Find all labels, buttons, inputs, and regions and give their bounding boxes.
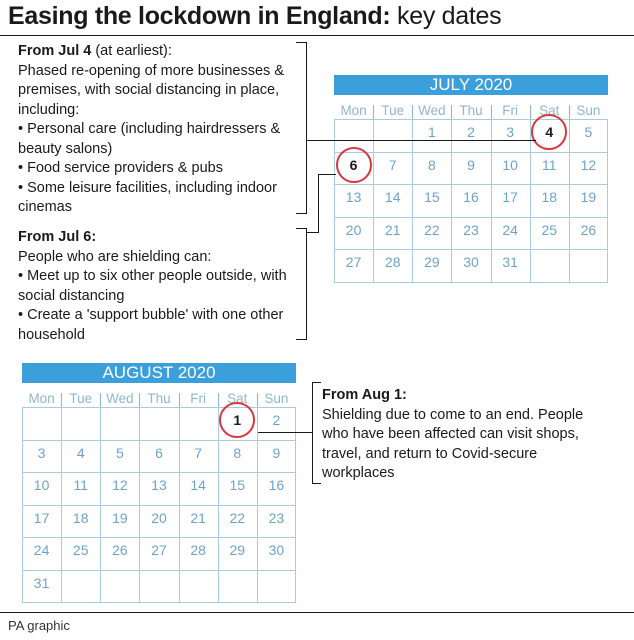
note-jul6-line: social distancing bbox=[18, 287, 125, 304]
calendar-august-day: 21 bbox=[190, 509, 206, 526]
connector-jul4 bbox=[306, 140, 536, 141]
calendar-august-day: 23 bbox=[268, 509, 285, 526]
calendar-august-grid-line bbox=[61, 407, 62, 602]
calendar-august-grid-line bbox=[100, 407, 101, 602]
calendar-july-day: 6 bbox=[349, 156, 358, 173]
calendar-august-day: 8 bbox=[233, 444, 242, 461]
calendar-july-weekday-fri: Fri bbox=[502, 103, 518, 118]
calendar-july-day: 25 bbox=[541, 221, 558, 238]
calendar-august-weekday-separator bbox=[100, 393, 101, 407]
bracket-aug1 bbox=[312, 382, 321, 484]
connector-jul6-horizontal bbox=[318, 174, 336, 175]
note-aug1 bbox=[322, 386, 583, 484]
calendar-august-weekday-sat: Sat bbox=[227, 391, 248, 406]
calendar-july-day: 8 bbox=[427, 156, 436, 173]
calendar-august-day: 15 bbox=[229, 477, 246, 493]
calendar-july-weekday-separator bbox=[373, 105, 374, 119]
calendar-august-grid-line bbox=[218, 407, 219, 602]
calendar-august-day: 4 bbox=[76, 444, 85, 461]
calendar-august bbox=[22, 363, 296, 603]
calendar-august-weekday-separator bbox=[139, 393, 140, 407]
calendar-august-day: 6 bbox=[155, 444, 163, 461]
calendar-july-weekday-thu: Thu bbox=[459, 103, 483, 118]
calendar-july-day: 13 bbox=[345, 189, 362, 205]
calendar-august-day: 16 bbox=[268, 477, 285, 493]
calendar-august-day: 28 bbox=[190, 542, 206, 558]
calendar-july-day: 9 bbox=[467, 156, 475, 173]
calendar-august-day: 1 bbox=[233, 412, 242, 428]
note-jul6 bbox=[18, 228, 287, 345]
note-aug1-head: From Aug 1: bbox=[322, 387, 407, 403]
calendar-july-weekday-separator bbox=[491, 105, 492, 119]
calendar-august-weekday-tue: Tue bbox=[69, 391, 93, 406]
calendar-august-weekday-separator bbox=[257, 393, 258, 407]
calendar-august-day: 30 bbox=[268, 542, 285, 558]
calendar-august-highlight-circle bbox=[219, 402, 255, 438]
bracket-jul4 bbox=[296, 42, 307, 214]
calendar-july-day: 4 bbox=[545, 124, 554, 140]
note-jul6-head: From Jul 6: bbox=[18, 229, 97, 245]
note-aug1-line: workplaces bbox=[322, 465, 395, 481]
calendar-august-grid-line bbox=[179, 407, 180, 602]
calendar-july-grid-line bbox=[334, 152, 608, 153]
note-jul6-line: People who are shielding can: bbox=[18, 248, 212, 265]
calendar-august-weekday-separator bbox=[218, 393, 219, 407]
calendar-july-day: 26 bbox=[580, 221, 597, 238]
calendar-july-day: 11 bbox=[542, 156, 557, 173]
calendar-august-day: 19 bbox=[112, 509, 128, 526]
calendar-august-weekday-thu: Thu bbox=[147, 391, 171, 406]
calendar-august-grid-line bbox=[22, 440, 296, 441]
calendar-july-day: 21 bbox=[384, 221, 401, 238]
calendar-july-weekday-separator bbox=[451, 105, 452, 119]
calendar-july-grid-line bbox=[334, 249, 608, 250]
calendar-july-highlight-circle bbox=[336, 147, 372, 183]
calendar-august-day: 12 bbox=[112, 477, 128, 493]
calendar-july-day: 16 bbox=[463, 189, 479, 205]
calendar-august-weekday-sun: Sun bbox=[264, 391, 289, 406]
calendar-august-grid-line bbox=[295, 407, 296, 602]
calendar-august-day: 25 bbox=[72, 542, 89, 558]
title-rest: key dates bbox=[390, 2, 502, 30]
calendar-august-day: 24 bbox=[33, 542, 50, 558]
calendar-august-day: 10 bbox=[33, 477, 50, 493]
calendar-july-weekday-mon: Mon bbox=[340, 103, 367, 118]
page-title bbox=[8, 2, 501, 31]
calendar-august-grid-line bbox=[257, 407, 258, 602]
calendar-july-title: JULY 2020 bbox=[334, 75, 608, 95]
note-jul4-line: cinemas bbox=[18, 199, 72, 215]
calendar-july-day: 28 bbox=[384, 254, 401, 270]
note-jul6-line: • Meet up to six other people outside, with bbox=[18, 268, 287, 284]
connector-jul6-bracket bbox=[306, 232, 319, 233]
connector-jul6-vertical bbox=[318, 174, 319, 232]
note-jul4-line: premises, with social distancing in place, bbox=[18, 82, 280, 98]
footer-divider bbox=[0, 612, 634, 613]
calendar-july-day: 23 bbox=[463, 221, 479, 238]
calendar-august-day: 31 bbox=[33, 574, 50, 591]
note-jul6-line: household bbox=[18, 326, 85, 343]
calendar-august-title: AUGUST 2020 bbox=[22, 363, 296, 383]
calendar-august-day: 9 bbox=[272, 444, 281, 461]
calendar-july-weekday-wed: Wed bbox=[418, 103, 446, 118]
credit: PA graphic bbox=[8, 618, 70, 633]
calendar-august-grid-line bbox=[22, 472, 296, 473]
connector-aug1 bbox=[258, 432, 312, 433]
calendar-july-day: 17 bbox=[502, 189, 518, 205]
calendar-august-grid-line bbox=[22, 407, 296, 408]
calendar-july-grid-line bbox=[334, 282, 608, 283]
calendar-august-grid-line bbox=[139, 407, 140, 602]
calendar-july-grid-line bbox=[334, 184, 608, 185]
calendar-july-day: 20 bbox=[345, 221, 362, 238]
bracket-jul6 bbox=[296, 228, 307, 340]
calendar-august-day: 13 bbox=[151, 477, 167, 493]
calendar-august-day: 22 bbox=[229, 509, 246, 526]
calendar-july-day: 2 bbox=[467, 124, 475, 140]
calendar-july-day: 19 bbox=[580, 189, 597, 205]
calendar-july-day: 14 bbox=[384, 189, 401, 205]
calendar-july-highlight-circle bbox=[531, 114, 567, 150]
calendar-august-weekday-fri: Fri bbox=[190, 391, 206, 406]
note-aug1-line: Shielding due to come to an end. People bbox=[322, 406, 584, 423]
calendar-july-weekday-separator bbox=[569, 105, 570, 119]
calendar-august-weekday-wed: Wed bbox=[106, 391, 134, 406]
note-jul4-line: • Personal care (including hairdressers & bbox=[18, 121, 281, 137]
calendar-august-day: 7 bbox=[194, 444, 203, 461]
calendar-july-weekday-sun: Sun bbox=[576, 103, 601, 118]
note-jul4-line: • Some leisure facilities, including indoor bbox=[18, 179, 277, 196]
calendar-july-weekday-tue: Tue bbox=[381, 103, 405, 118]
calendar-august-day: 11 bbox=[73, 477, 88, 493]
note-jul4-line: Phased re-opening of more businesses & bbox=[18, 62, 284, 79]
calendar-july-grid-line bbox=[334, 217, 608, 218]
calendar-july-grid-line bbox=[334, 119, 608, 120]
calendar-august-day: 29 bbox=[229, 542, 246, 558]
calendar-july-day: 27 bbox=[345, 254, 362, 270]
calendar-august-day: 3 bbox=[37, 444, 46, 461]
title-bold: Easing the lockdown in England: bbox=[8, 2, 391, 30]
calendar-july-day: 30 bbox=[463, 254, 479, 270]
note-jul4-line: including: bbox=[18, 101, 80, 118]
note-jul4-head: From Jul 4 bbox=[18, 43, 92, 59]
calendar-july-day: 15 bbox=[424, 189, 440, 205]
calendar-august-day: 17 bbox=[33, 509, 50, 526]
calendar-july bbox=[334, 75, 608, 279]
note-jul4-line: beauty salons) bbox=[18, 140, 113, 157]
calendar-august-weekday-separator bbox=[179, 393, 180, 407]
calendar-july-day: 1 bbox=[427, 124, 436, 140]
title-divider bbox=[0, 35, 634, 36]
calendar-july-day: 3 bbox=[506, 124, 515, 140]
calendar-july-day: 22 bbox=[424, 221, 440, 238]
calendar-august-grid-line bbox=[22, 570, 296, 571]
calendar-july-day: 29 bbox=[424, 254, 440, 270]
calendar-august-day: 27 bbox=[151, 542, 167, 558]
calendar-july-day: 7 bbox=[388, 156, 397, 173]
calendar-august-weekday-mon: Mon bbox=[28, 391, 55, 406]
calendar-august-grid-line bbox=[22, 407, 23, 602]
calendar-august-grid-line bbox=[22, 537, 296, 538]
calendar-july-day: 31 bbox=[502, 254, 518, 270]
calendar-august-day: 18 bbox=[72, 509, 89, 526]
calendar-july-weekday-separator bbox=[530, 105, 531, 119]
note-jul4-line: • Food service providers & pubs bbox=[18, 160, 223, 176]
calendar-august-day: 5 bbox=[115, 444, 124, 461]
calendar-august-grid-line bbox=[22, 602, 296, 603]
calendar-august-day: 2 bbox=[272, 412, 281, 428]
calendar-august-day: 26 bbox=[112, 542, 128, 558]
note-jul4-head-rest: (at earliest): bbox=[91, 43, 172, 59]
note-aug1-line: who have been affected can visit shops, bbox=[322, 426, 579, 442]
calendar-july-weekday-separator bbox=[412, 105, 413, 119]
calendar-july-day: 24 bbox=[502, 221, 518, 238]
note-aug1-line: travel, and return to Covid-secure bbox=[322, 445, 538, 462]
calendar-july-day: 12 bbox=[580, 156, 597, 173]
calendar-august-grid-line bbox=[22, 505, 296, 506]
calendar-july-day: 10 bbox=[502, 156, 518, 173]
calendar-july-day: 5 bbox=[584, 124, 593, 140]
calendar-august-weekday-separator bbox=[61, 393, 62, 407]
calendar-july-day: 18 bbox=[541, 189, 558, 205]
note-jul6-line: • Create a 'support bubble' with one other bbox=[18, 307, 284, 323]
note-jul4 bbox=[18, 42, 284, 218]
calendar-july-weekday-sat: Sat bbox=[539, 103, 560, 118]
calendar-august-day: 14 bbox=[190, 477, 206, 493]
calendar-august-day: 20 bbox=[151, 509, 167, 526]
